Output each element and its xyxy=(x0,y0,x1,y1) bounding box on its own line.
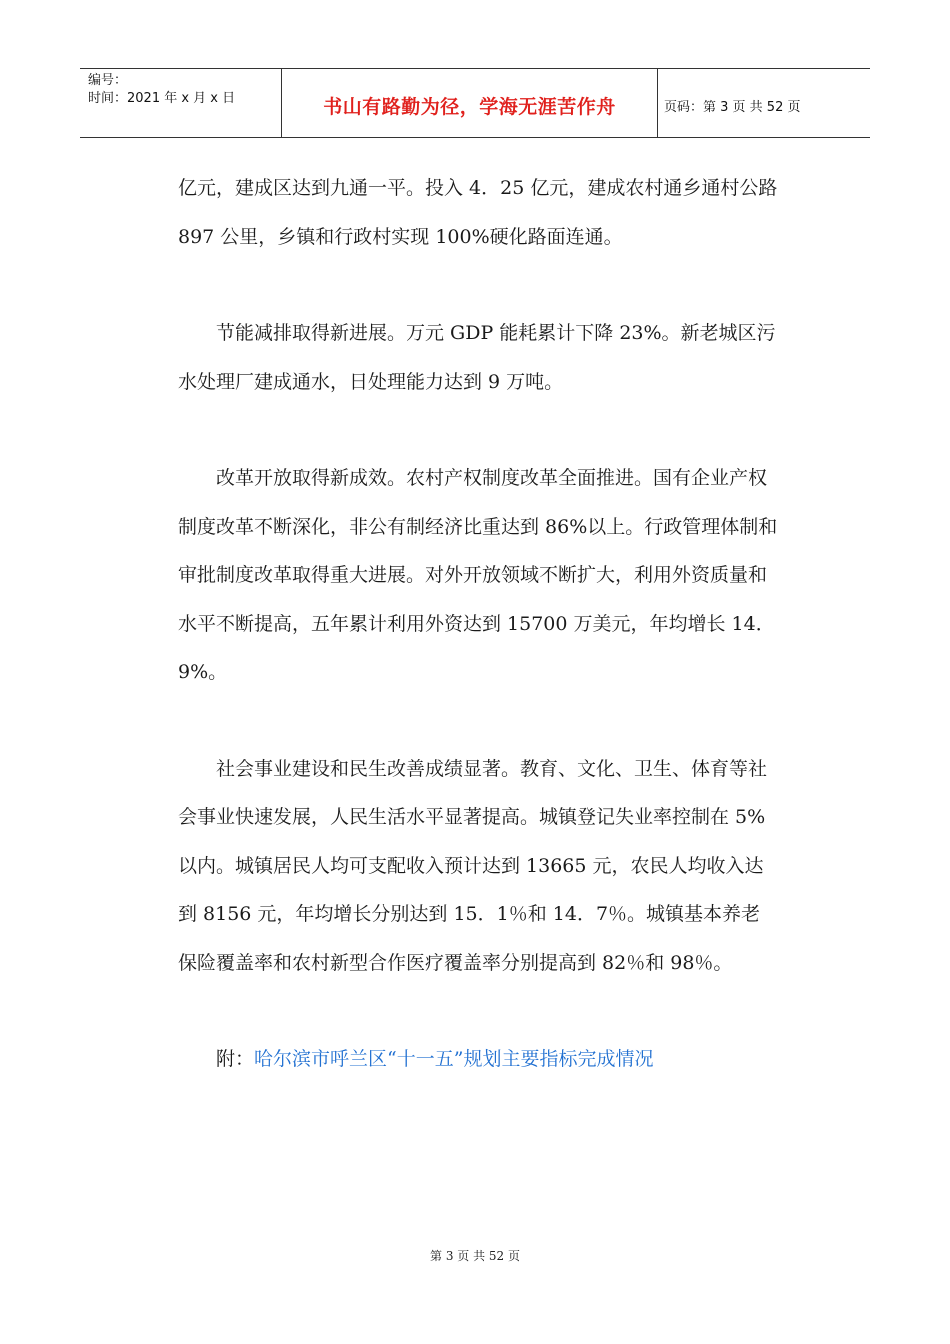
document-body xyxy=(178,164,778,1084)
page-footer: 第 3 页 共 52 页 xyxy=(430,1249,520,1263)
paragraph-infrastructure: 亿元，建成区达到九通一平。投入 4．25 亿元，建成农村通乡通村公路 897 公里，乡镇和行政村实现 100%硬化路面连通。 xyxy=(178,177,778,248)
document-header xyxy=(80,68,870,138)
header-motto: 书山有路勤为径，学海无涯苦作舟 xyxy=(282,69,658,137)
paragraph-energy-saving: 节能减排取得新进展。万元 GDP 能耗累计下降 23%。新老城区污水处理厂建成通水，日处理能力达到 9 万吨。 xyxy=(178,322,776,393)
appendix-prefix: 附： xyxy=(216,1048,255,1070)
header-meta xyxy=(80,69,282,137)
paragraph-social-welfare: 社会事业建设和民生改善成绩显著。教育、文化、卫生、体育等社会事业快速发展，人民生活水平显著提高。城镇登记失业率控制在 5%以内。城镇居民人均可支配收入预计达到 13665 元，农民人均收入达到 8156 元，年均增长分别达到 15．1％和 14．7％。城镇基本养老保险覆盖率和农村新型合作医疗覆盖率分别提高到 82％和 98％。 xyxy=(178,757,768,974)
document-number-label: 编号： xyxy=(88,73,128,88)
document-date-label: 时间：2021 年 x 月 x 日 xyxy=(88,91,236,106)
appendix-line xyxy=(178,1035,778,1084)
appendix-link[interactable]: 哈尔滨市呼兰区“十一五”规划主要指标完成情况 xyxy=(254,1048,654,1070)
header-page-info: 页码：第 3 页 共 52 页 xyxy=(664,99,801,115)
paragraph-reform-opening: 改革开放取得新成效。农村产权制度改革全面推进。国有企业产权制度改革不断深化，非公有制经济比重达到 86%以上。行政管理体制和审批制度改革取得重大进展。对外开放领域不断扩大，利用外资质量和水平不断提高，五年累计利用外资达到 15700 万美元，年均增长 14．9%。 xyxy=(178,467,778,683)
